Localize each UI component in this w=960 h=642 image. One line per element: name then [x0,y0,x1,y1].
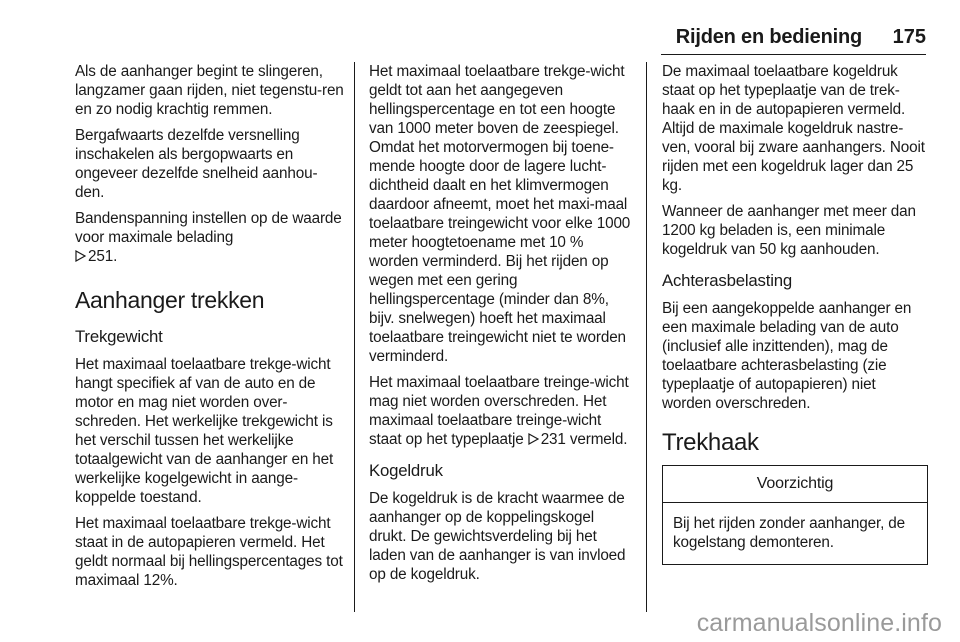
subsection-heading: Achterasbelasting [662,271,792,290]
header-rule [661,54,926,55]
page-reference-arrow-icon [528,433,539,445]
column-right [662,62,928,565]
caution-title: Voorzichtig [663,466,927,503]
paragraph-text: Het maximaal toelaatbare treinge-wicht mag niet worden overschreden. Het maximaal toelaatbare treinge-wicht staat op het typeplaatje [369,374,629,448]
paragraph: Bergafwaarts dezelfde versnelling inschakelen als bergopwaarts en ongeveer dezelfde snelheid aanhou-den. [75,127,318,201]
subsection-heading: Kogeldruk [369,461,443,480]
paragraph: Wanneer de aanhanger met meer dan 1200 kg beladen is, een minimale kogeldruk van 50 kg aanhouden. [662,203,916,258]
column-divider [646,62,647,612]
paragraph: Het maximaal toelaatbare trekge-wicht geldt tot aan het aangegeven hellingspercentage en tot een hoogte van 1000 meter boven de zeespiegel. Omdat het motorvermogen bij toene-mende hoogte door de lagere lucht-dichtheid daalt en het klimvermogen daardoor afneemt, moet het maxi-maal toelaatbare treingewicht voor elke 1000 meter hoogtetoename met 10 % worden verminderd. Bij het rijden op wegen met een gering hellingspercentage (minder dan 8%, bijv. snelwegen) hoeft het maximaal toelaatbare treingewicht niet te worden verminderd. [369,63,631,365]
paragraph: De kogeldruk is de kracht waarmee de aanhanger op de koppelingskogel drukt. De gewichtsverdeling bij het laden van de aanhanger is van invloed op de kogeldruk. [369,490,626,583]
paragraph: De maximaal toelaatbare kogeldruk staat op het typeplaatje van de trek-haak en in de autopapieren vermeld. Altijd de maximale kogeldruk nastre-ven, vooral bij zware aanhangers. Nooit rijden met een kogeldruk lager dan 25 kg. [662,63,925,194]
paragraph-text: vermeld. [569,431,628,448]
paragraph: Als de aanhanger begint te slingeren, langzamer gaan rijden, niet tegenstu-ren en zo nodig krachtig remmen. [75,63,344,118]
column-middle [369,62,635,591]
paragraph: Bij een aangekoppelde aanhanger en een maximale belading van de auto (inclusief alle inzittenden), mag de toelaatbare achterasbelasting (zie typeplaatje of autopapieren) niet worden overschreden. [662,300,912,412]
paragraph-text: Bandenspanning instellen op de waarde voor maximale belading [75,210,342,246]
watermark: carmanualsonline.info [696,609,942,637]
paragraph: Het maximaal toelaatbare trekge-wicht staat in de autopapieren vermeld. Het geldt normaal bij hellingspercentages tot maximaal 12%. [75,515,343,589]
section-heading: Trekhaak [662,429,759,456]
subsection-heading: Trekgewicht [75,327,163,346]
page-reference[interactable]: 231 [540,431,566,448]
paragraph-with-reference [75,209,345,266]
caution-body: Bij het rijden zonder aanhanger, de kogelstang demonteren. [673,515,906,551]
page-header [661,26,926,56]
section-heading: Aanhanger trekken [75,287,265,313]
section-title: Rijden en bediening [675,26,862,48]
paragraph-with-reference [369,373,635,449]
column-left [75,62,345,597]
column-divider [354,62,355,612]
paragraph: Het maximaal toelaatbare trekge-wicht hangt specifiek af van de auto en de motor en mag niet worden over-schreden. Het werkelijke trekgewicht is het verschil tussen het werkelijke totaalgewicht van de aanhanger en het werkelijke kogelgewicht in aange-koppelde toestand. [75,356,334,506]
caution-box [662,465,928,565]
page-number: 175 [892,26,926,48]
page-reference[interactable]: 251. [88,248,118,265]
page-reference-arrow-icon [75,250,86,262]
